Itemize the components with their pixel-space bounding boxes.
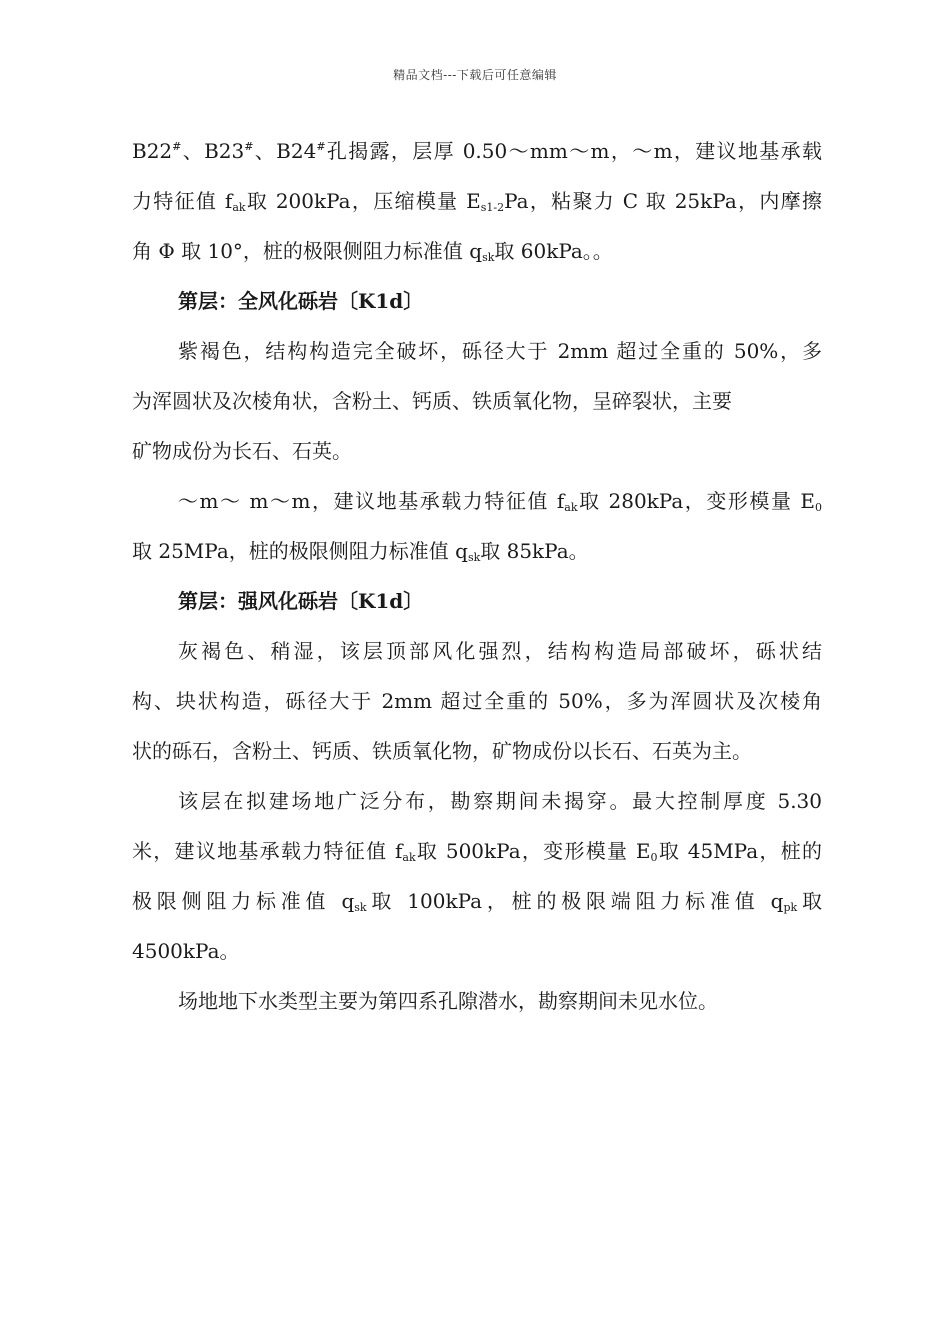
text-line: 角 Φ 取 10°，桩的极限侧阻力标准值 $q_{sk}$取 60kPa。。 xyxy=(132,239,613,264)
text-line: 力特征值 $f_{ak}$取 200kPa，压缩模量 $E_{s1-2}Pa$，粘聚力 C 取 25kPa，内摩擦 xyxy=(132,189,822,214)
paragraph-fully-weathered-description xyxy=(132,326,822,476)
paragraph-b22-layer xyxy=(132,126,822,276)
text-line: ～m～ m～m，建议地基承载力特征值 $f_{ak}$取 280kPa，变形模量 $E_0$ xyxy=(178,489,823,514)
text-line: 该层在拟建场地广泛分布，勘察期间未揭穿。最大控制厚度 5.30 xyxy=(178,789,822,813)
text-line: B22#、B23#、B24#孔揭露，层厚 0.50～mm～m，～m，建议地基承载 xyxy=(132,139,823,163)
page-header: 精品文档---下载后可任意编辑 xyxy=(393,68,557,82)
paragraph-fully-weathered-parameters xyxy=(132,476,822,576)
paragraph-groundwater xyxy=(132,976,822,1026)
text-line: 矿物成份为长石、石英。 xyxy=(132,439,352,463)
text-line: 极限侧阻力标准值 $q_{sk}$取 100kPa，桩的极限端阻力标准值 $q_{pk}$取 xyxy=(132,889,823,914)
paragraph-strongly-weathered-description xyxy=(132,626,822,776)
text-line: 4500kPa。 xyxy=(132,939,240,963)
paragraph-strongly-weathered-parameters xyxy=(132,776,822,976)
text-line: 取 25MPa，桩的极限侧阻力标准值 $q_{sk}$取 85kPa。 xyxy=(132,539,589,564)
text-line: 米，建议地基承载力特征值 $f_{ak}$取 500kPa，变形模量 $E_0$取 45MPa，桩的 xyxy=(132,839,822,864)
text-line: 紫褐色，结构构造完全破坏，砾径大于 2mm 超过全重的 50%，多 xyxy=(178,339,822,363)
text-line: 灰褐色、稍湿，该层顶部风化强烈，结构构造局部破坏，砾状结 xyxy=(178,639,822,663)
text-line: 场地地下水类型主要为第四系孔隙潜水，勘察期间未见水位。 xyxy=(178,989,718,1013)
text-line: 状的砾石，含粉土、钙质、铁质氧化物，矿物成份以长石、石英为主。 xyxy=(132,739,752,763)
text-line: 为浑圆状及次棱角状，含粉土、钙质、铁质氧化物，呈碎裂状，主要 xyxy=(132,389,732,413)
section-heading-strongly-weathered: 第层：强风化砾岩〔K1d〕 xyxy=(178,589,424,613)
text-line: 构、块状构造，砾径大于 2mm 超过全重的 50%，多为浑圆状及次棱角 xyxy=(132,689,822,713)
document-body xyxy=(132,126,822,1026)
section-heading-fully-weathered: 第层：全风化砾岩〔K1d〕 xyxy=(178,289,424,313)
